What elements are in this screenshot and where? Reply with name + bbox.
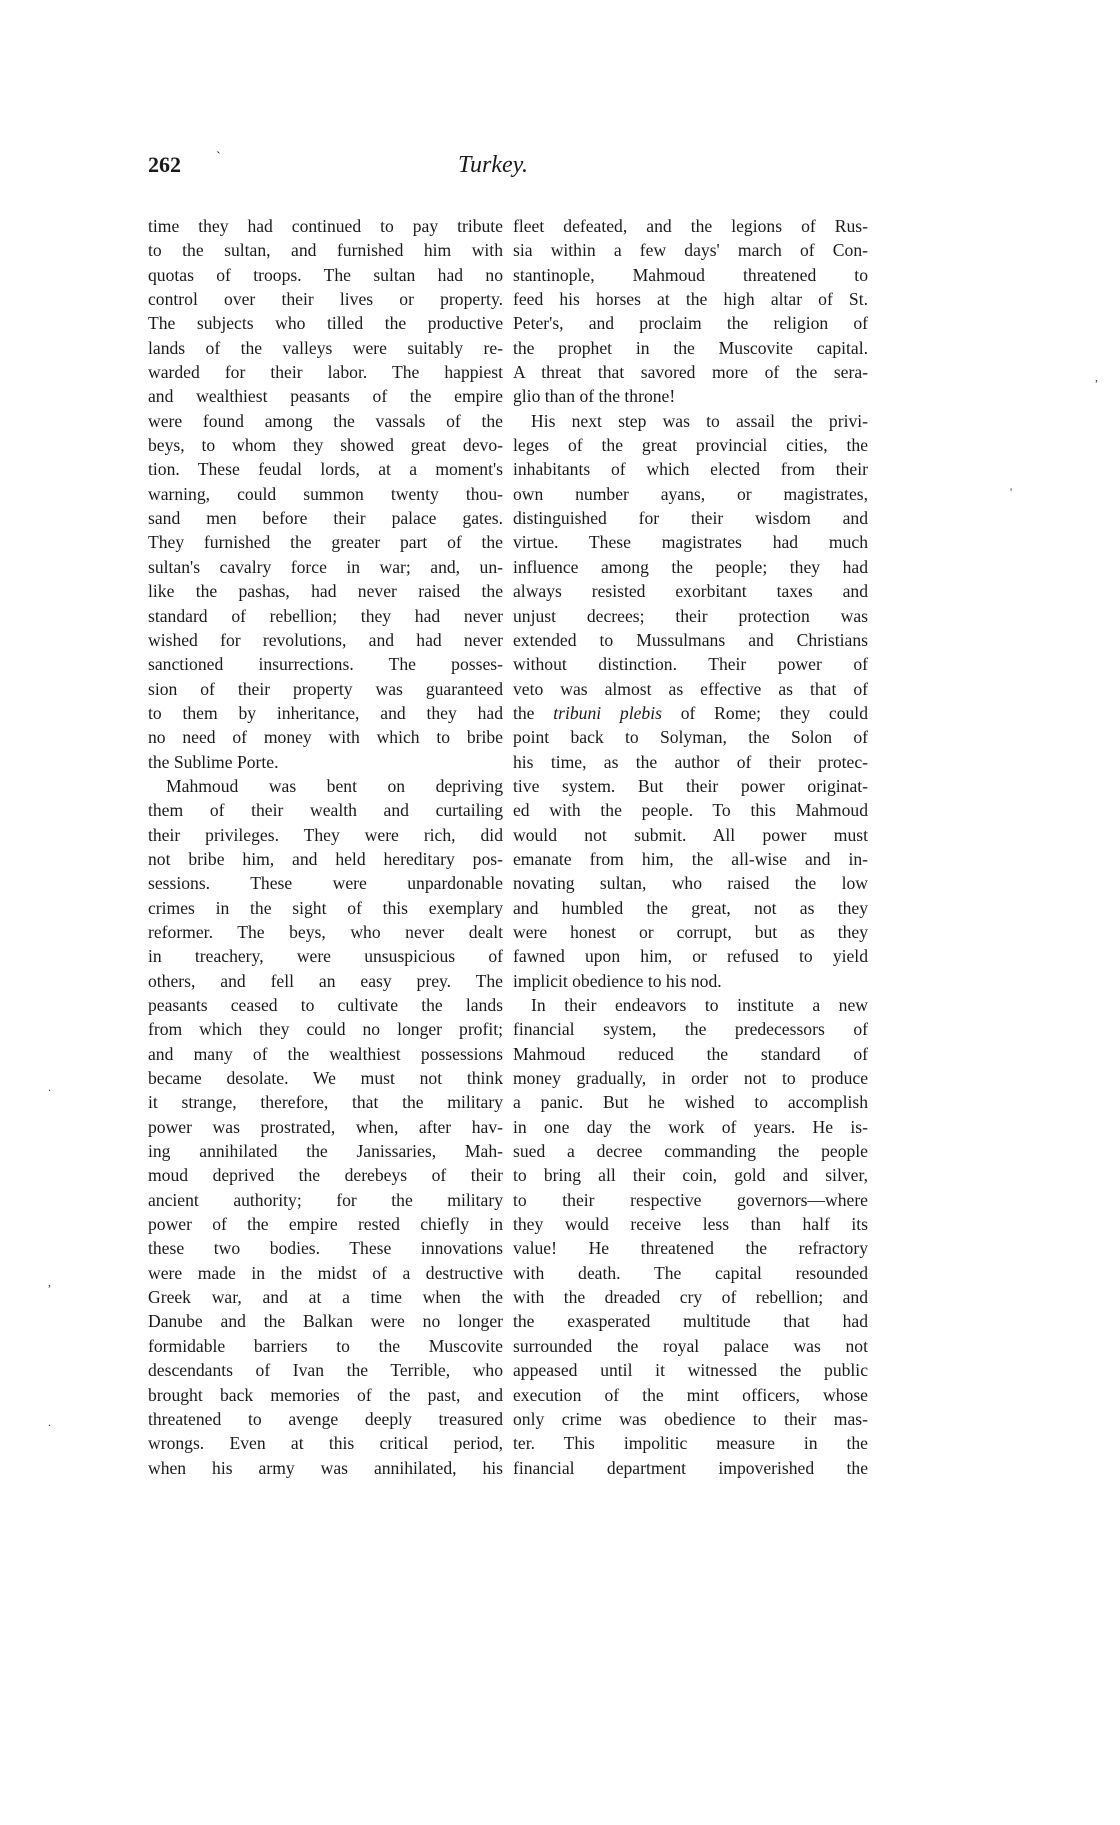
text-line: time they had continued to pay tribute: [148, 216, 503, 236]
text-line: became desolate. We must not think: [148, 1068, 503, 1089]
text-line: ancient authority; for the military: [148, 1189, 503, 1210]
text-line: to bring all their coin, gold and silver,: [513, 1165, 868, 1186]
text-line: [513, 701, 868, 725]
running-head: [148, 152, 888, 182]
text-line: not bribe him, and held hereditary pos-: [148, 848, 503, 869]
text-line: they would receive less than half its: [513, 1214, 868, 1235]
page-title: Turkey.: [458, 152, 528, 178]
text-line: Greek war, and at a time when the: [148, 1287, 503, 1308]
text-line: stantinople, Mahmoud threatened to: [513, 264, 868, 285]
text-line: Danube and the Balkan were no longer: [148, 1311, 503, 1332]
text-line: In their endeavors to institute a new: [531, 995, 868, 1015]
text-line: always resisted exorbitant taxes and: [513, 581, 868, 602]
text-line: their privileges. They were rich, did: [148, 824, 503, 845]
text-line: own number ayans, or magistrates,: [513, 483, 868, 504]
text-line: point back to Solyman, the Solon of: [513, 727, 868, 748]
text-line: financial department impoverished the: [513, 1457, 868, 1478]
text-line: emanate from him, the all-wise and in-: [513, 848, 868, 869]
text-line: fawned upon him, or refused to yield: [513, 946, 868, 967]
text-line: sultan's cavalry force in war; and, un-: [148, 556, 503, 577]
text-line: and humbled the great, not as they: [513, 897, 868, 918]
text-line: surrounded the royal palace was not: [513, 1335, 868, 1356]
text-line: sia within a few days' march of Con-: [513, 240, 868, 261]
text-line: influence among the people; they had: [513, 556, 868, 577]
text-line: and many of the wealthiest possessions: [148, 1043, 503, 1064]
text-line: the exasperated multitude that had: [513, 1311, 868, 1332]
text-line: execution of the mint officers, whose: [513, 1384, 868, 1405]
text-line: His next step was to assail the privi-: [531, 410, 868, 431]
right-column: [513, 214, 868, 1480]
text-line: The subjects who tilled the productive: [148, 313, 503, 334]
text-line: tion. These feudal lords, at a moment's: [148, 459, 503, 480]
text-line: warning, could summon twenty thou-: [148, 483, 503, 504]
stray-mark: ,: [48, 1275, 51, 1289]
text-line: warded for their labor. The happiest: [148, 362, 503, 383]
text-line: to their respective governors—where: [513, 1189, 868, 1210]
text-line: these two bodies. These innovations: [148, 1238, 503, 1259]
text-line: and wealthiest peasants of the empire: [148, 386, 503, 407]
text-fragment: of Rome; they could: [661, 702, 868, 723]
text-line: only crime was obedience to their mas-: [513, 1408, 868, 1429]
text-line: standard of rebellion; they had never: [148, 605, 503, 626]
text-line: quotas of troops. The sultan had no: [148, 264, 503, 285]
text-line: them of their wealth and curtailing: [148, 800, 503, 821]
text-line: financial system, the predecessors of: [513, 1019, 868, 1040]
text-line: distinguished for their wisdom and: [513, 508, 868, 529]
text-line: his time, as the author of their protec-: [513, 751, 868, 772]
text-line: with death. The capital resounded: [513, 1262, 868, 1283]
text-line: to them by inheritance, and they had: [148, 702, 503, 723]
text-line: leges of the great provincial cities, the: [513, 435, 868, 456]
text-line: sanctioned insurrections. The posses-: [148, 654, 503, 675]
text-line: power was prostrated, when, after hav-: [148, 1116, 503, 1137]
text-line: Mahmoud reduced the standard of: [513, 1043, 868, 1064]
text-line: virtue. These magistrates had much: [513, 532, 868, 553]
text-line: ter. This impolitic measure in the: [513, 1433, 868, 1454]
text-line: glio than of the throne!: [513, 386, 676, 407]
text-line: to the sultan, and furnished him with: [148, 240, 503, 261]
text-line: formidable barriers to the Muscovite: [148, 1335, 503, 1356]
text-line: feed his horses at the high altar of St.: [513, 289, 868, 310]
text-line: were honest or corrupt, but as they: [513, 921, 868, 942]
text-line: novating sultan, who raised the low: [513, 873, 868, 894]
text-line: brought back memories of the past, and: [148, 1384, 503, 1405]
stray-mark: `: [216, 150, 221, 165]
text-line: value! He threatened the refractory: [513, 1238, 868, 1259]
text-line: lands of the valleys were suitably re-: [148, 337, 503, 358]
text-line: money gradually, in order not to produce: [513, 1068, 868, 1089]
text-line: like the pashas, had never raised the: [148, 581, 503, 602]
text-line: A threat that savored more of the sera-: [513, 362, 868, 383]
text-line: with the dreaded cry of rebellion; and: [513, 1287, 868, 1308]
stray-mark: ': [1010, 485, 1013, 499]
page-number: 262: [148, 152, 181, 177]
stray-mark: ,: [1095, 370, 1098, 384]
text-line: from which they could no longer profit;: [148, 1019, 503, 1040]
text-line: fleet defeated, and the legions of Rus-: [513, 216, 868, 236]
text-line: sessions. These were unpardonable: [148, 873, 503, 894]
text-line: ed with the people. To this Mahmoud: [513, 800, 868, 821]
text-line: sand men before their palace gates.: [148, 508, 503, 529]
stray-mark: .: [48, 1080, 51, 1094]
text-line: were made in the midst of a destructive: [148, 1262, 503, 1283]
italic-latin-phrase: tribuni plebis: [553, 702, 662, 723]
text-line: were found among the vassals of the: [148, 410, 503, 431]
text-line: reformer. The beys, who never dealt: [148, 921, 503, 942]
text-line: others, and fell an easy prey. The: [148, 970, 503, 991]
text-line: beys, to whom they showed great devo-: [148, 435, 503, 456]
text-line: in one day the work of years. He is-: [513, 1116, 868, 1137]
text-line: the Sublime Porte.: [148, 751, 279, 772]
text-line: peasants ceased to cultivate the lands: [148, 995, 503, 1015]
text-fragment: the: [513, 702, 554, 723]
text-line: threatened to avenge deeply treasured: [148, 1408, 503, 1429]
text-line: in treachery, were unsuspicious of: [148, 946, 503, 967]
text-line: would not submit. All power must: [513, 824, 868, 845]
left-column: [148, 214, 503, 1480]
text-line: moud deprived the derebeys of their: [148, 1165, 503, 1186]
text-line: appeased until it witnessed the public: [513, 1360, 868, 1381]
text-line: They furnished the greater part of the: [148, 532, 503, 553]
text-line: control over their lives or property.: [148, 289, 503, 310]
text-line: a panic. But he wished to accomplish: [513, 1092, 868, 1113]
text-line: power of the empire rested chiefly in: [148, 1214, 503, 1235]
text-line: inhabitants of which elected from their: [513, 459, 868, 480]
text-line: no need of money with which to bribe: [148, 727, 503, 748]
stray-mark: .: [48, 1415, 51, 1429]
text-line: unjust decrees; their protection was: [513, 605, 868, 626]
text-line: tive system. But their power originat-: [513, 775, 868, 796]
text-line: ing annihilated the Janissaries, Mah-: [148, 1141, 503, 1162]
text-line: when his army was annihilated, his: [148, 1457, 503, 1478]
text-line: implicit obedience to his nod.: [513, 970, 722, 991]
text-line: sued a decree commanding the people: [513, 1141, 868, 1162]
text-line: veto was almost as effective as that of: [513, 678, 868, 699]
text-line: wrongs. Even at this critical period,: [148, 1433, 503, 1454]
text-line: descendants of Ivan the Terrible, who: [148, 1360, 503, 1381]
text-line: sion of their property was guaranteed: [148, 678, 503, 699]
text-line: Peter's, and proclaim the religion of: [513, 313, 868, 334]
text-line: Mahmoud was bent on depriving: [166, 775, 503, 796]
text-line: it strange, therefore, that the military: [148, 1092, 503, 1113]
text-line: without distinction. Their power of: [513, 654, 868, 675]
text-line: wished for revolutions, and had never: [148, 629, 503, 650]
text-line: extended to Mussulmans and Christians: [513, 629, 868, 650]
text-line: crimes in the sight of this exemplary: [148, 897, 503, 918]
text-line: the prophet in the Muscovite capital.: [513, 337, 868, 358]
